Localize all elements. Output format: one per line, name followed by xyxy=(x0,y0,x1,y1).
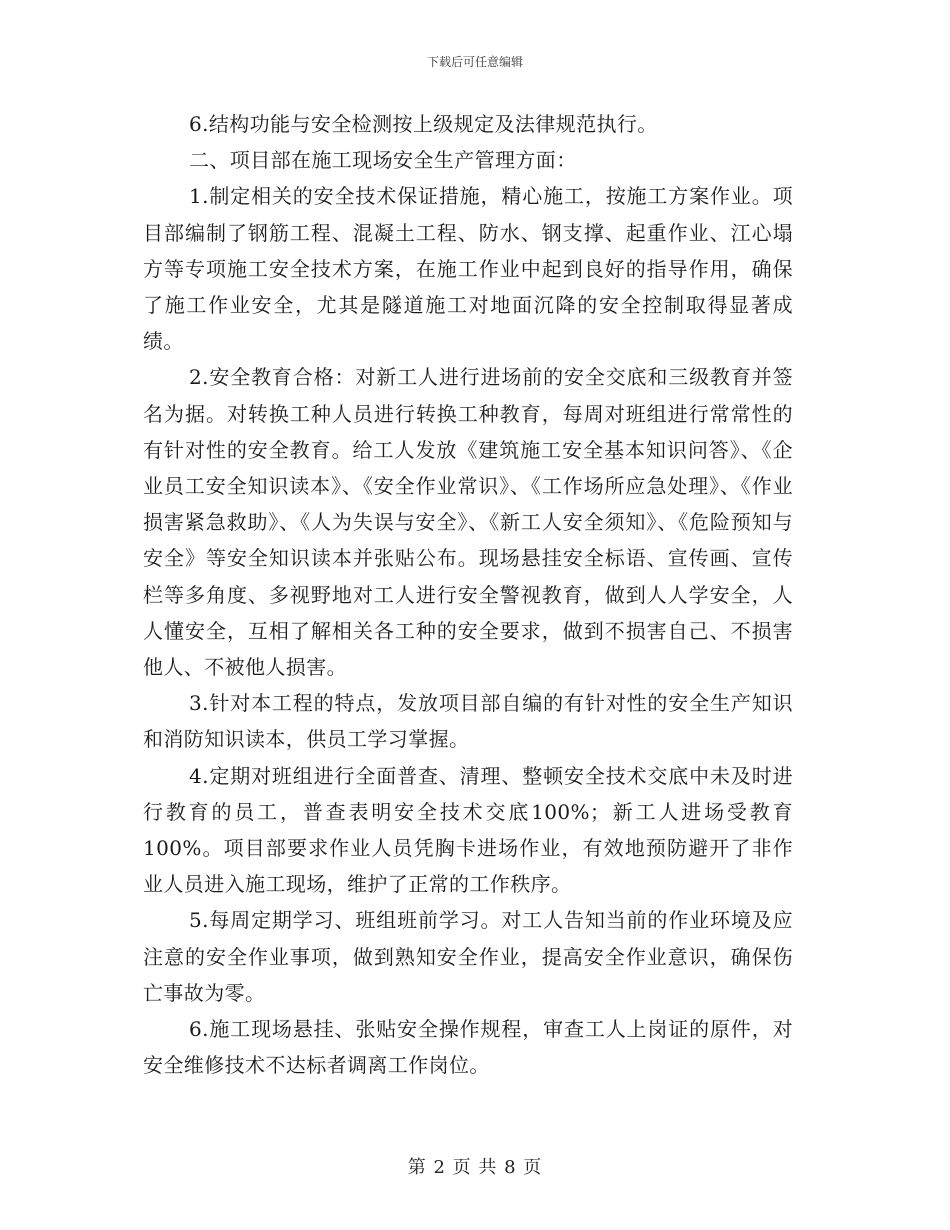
paragraph-item-1: 1.制定相关的安全技术保证措施，精心施工，按施工方案作业。项目部编制了钢筋工程、混凝土工程、防水、钢支撑、起重作业、江心塌方等专项施工安全技术方案，在施工作业中起到良好的指导作用，确保了施工作业安全，尤其是隧道施工对地面沉降的安全控制取得显著成绩。 xyxy=(143,184,793,354)
paragraph-item-6-structure: 6.结构功能与安全检测按上级规定及法律规范执行。 xyxy=(189,112,658,136)
paragraph-item-6: 6.施工现场悬挂、张贴安全操作规程，审查工人上岗证的原件，对安全维修技术不达标者调离工作岗位。 xyxy=(143,1017,793,1078)
page-header: 下载后可任意编辑 xyxy=(426,55,523,69)
paragraph-item-3: 3.针对本工程的特点，发放项目部自编的有针对性的安全生产知识和消防知识读本，供员工学习掌握。 xyxy=(143,691,793,752)
paragraph-item-4: 4.定期对班组进行全面普查、清理、整顿安全技术交底中未及时进行教育的员工，普查表明安全技术交底100%；新工人进场受教育100%。项目部要求作业人员凭胸卡进场作业，有效地预防避开了非作业人员进入施工现场，维护了正常的工作秩序。 xyxy=(143,763,793,897)
document-body xyxy=(143,106,793,1083)
page-number-footer: 第 2 页 共 8 页 xyxy=(407,1157,543,1178)
paragraph-item-2: 2.安全教育合格：对新工人进行进场前的安全交底和三级教育并签名为据。对转换工种人员进行转换工种教育，每周对班组进行常常性的有针对性的安全教育。给工人发放《建筑施工安全基本知识问答》、《企业员工安全知识读本》、《安全作业常识》、《工作场所应急处理》、《作业损害紧急救助》、《人为失误与安全》、《新工人安全须知》、《危险预知与安全》等安全知识读本并张贴公布。现场悬挂安全标语、宣传画、宣传栏等多角度、多视野地对工人进行安全警视教育，做到人人学安全，人人懂安全，互相了解相关各工种的安全要求，做到不损害自己、不损害他人、不被他人损害。 xyxy=(143,365,793,680)
paragraph-item-5: 5.每周定期学习、班组班前学习。对工人告知当前的作业环境及应注意的安全作业事项，做到熟知安全作业，提高安全作业意识，确保伤亡事故为零。 xyxy=(143,908,793,1005)
section-heading-site-safety: 二、项目部在施工现场安全生产管理方面： xyxy=(189,148,577,173)
